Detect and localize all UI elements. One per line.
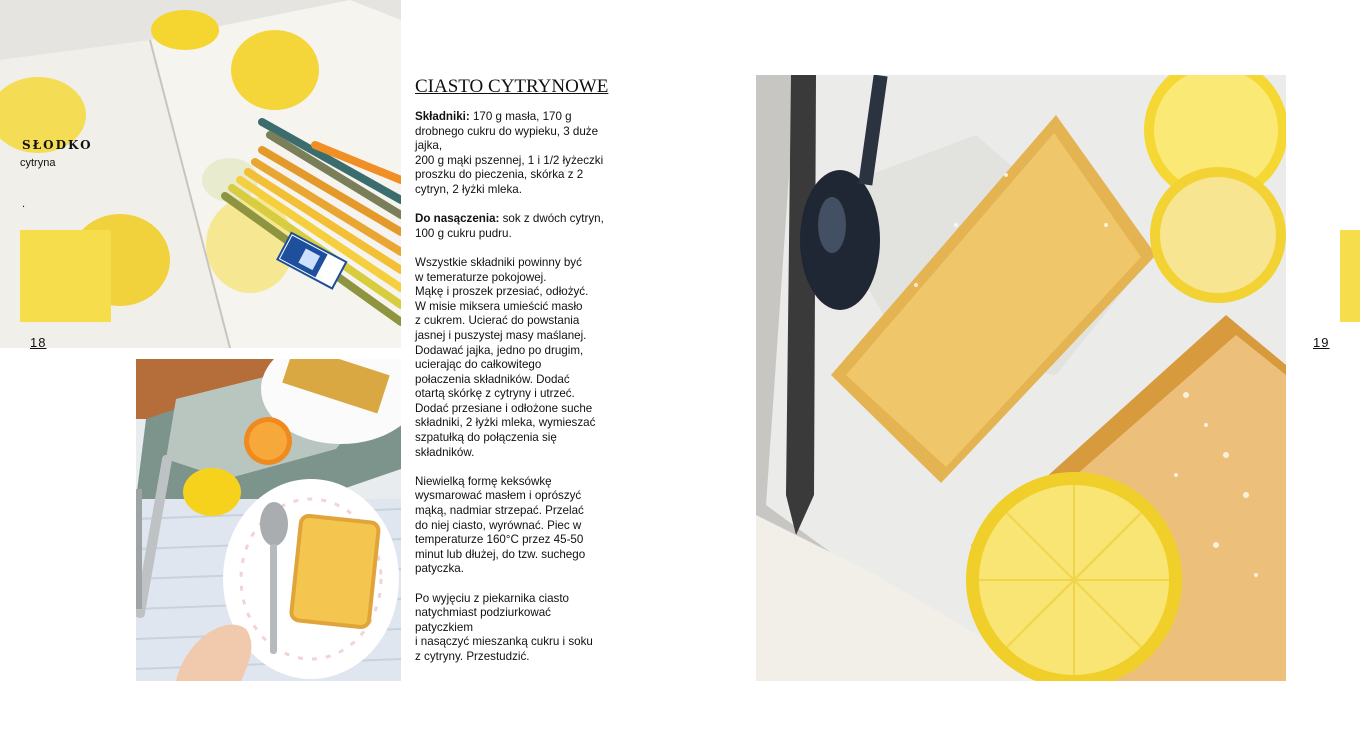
section-title: SŁODKO bbox=[22, 138, 93, 152]
yellow-accent-block bbox=[20, 230, 111, 322]
instructions-paragraph-2: Niewielką formę keksówkę wysmarować masłem i oprószyć mąką, nadmiar strzepać. Przelać do niej ciasto, wyrównać. Piec w temperaturze 160°C przez 45-50 minut lub dłużej, do tzw. suchego patyczka. bbox=[415, 474, 586, 576]
ingredients-label: Składniki: bbox=[415, 110, 470, 123]
cake-slice-plate-image bbox=[136, 359, 401, 681]
recipe-column bbox=[415, 76, 615, 679]
instructions-paragraph-3: Po wyjęciu z piekarnika ciasto natychmiast podziurkować patyczkiem i nasączyć mieszanką cukru i soku z cytryny. Przestudzić. bbox=[415, 591, 593, 663]
ingredients-text: 170 g masła, 170 g drobnego cukru do wypieku, 3 duże jajka, 200 g mąki pszennej, 1 i 1/2 łyżeczki proszku do pieczenia, skórka z 2 cytryn, 2 łyżki mleka. bbox=[415, 110, 604, 196]
decorative-dot: . bbox=[22, 198, 26, 210]
soak-label: Do nasączenia: bbox=[415, 212, 500, 226]
soak-paragraph bbox=[415, 212, 615, 241]
ingredients-paragraph bbox=[415, 110, 615, 198]
section-subtitle: cytryna bbox=[20, 157, 56, 169]
lemon-cake-photo bbox=[756, 75, 1286, 681]
page-number-right: 19 bbox=[1313, 335, 1330, 350]
soak-text: sok z dwóch cytryn, 100 g cukru pudru. bbox=[415, 212, 604, 240]
instructions-paragraph-1: Wszystkie składniki powinny być w temeraturze pokojowej. Mąkę i proszek przesiać, odłożyć. W misie miksera umieścić masło z cukrem. Ucierać do powstania jasnej i puszystej masy maślanej. Dodawać jajka, jedno po drugim, ucierając do całkowitego połaczenia składników. Dodać otartą skórkę z cytryny i utrzeć. Dodać przesiane i odłożone suche składniki, 2 łyżki mleka, wymieszać szpatułką do połączenia się składników. bbox=[415, 255, 596, 459]
recipe-title: CIASTO CYTRYNOWE bbox=[415, 76, 609, 97]
page-number-left: 18 bbox=[30, 335, 47, 350]
yellow-accent-tab bbox=[1340, 230, 1360, 322]
